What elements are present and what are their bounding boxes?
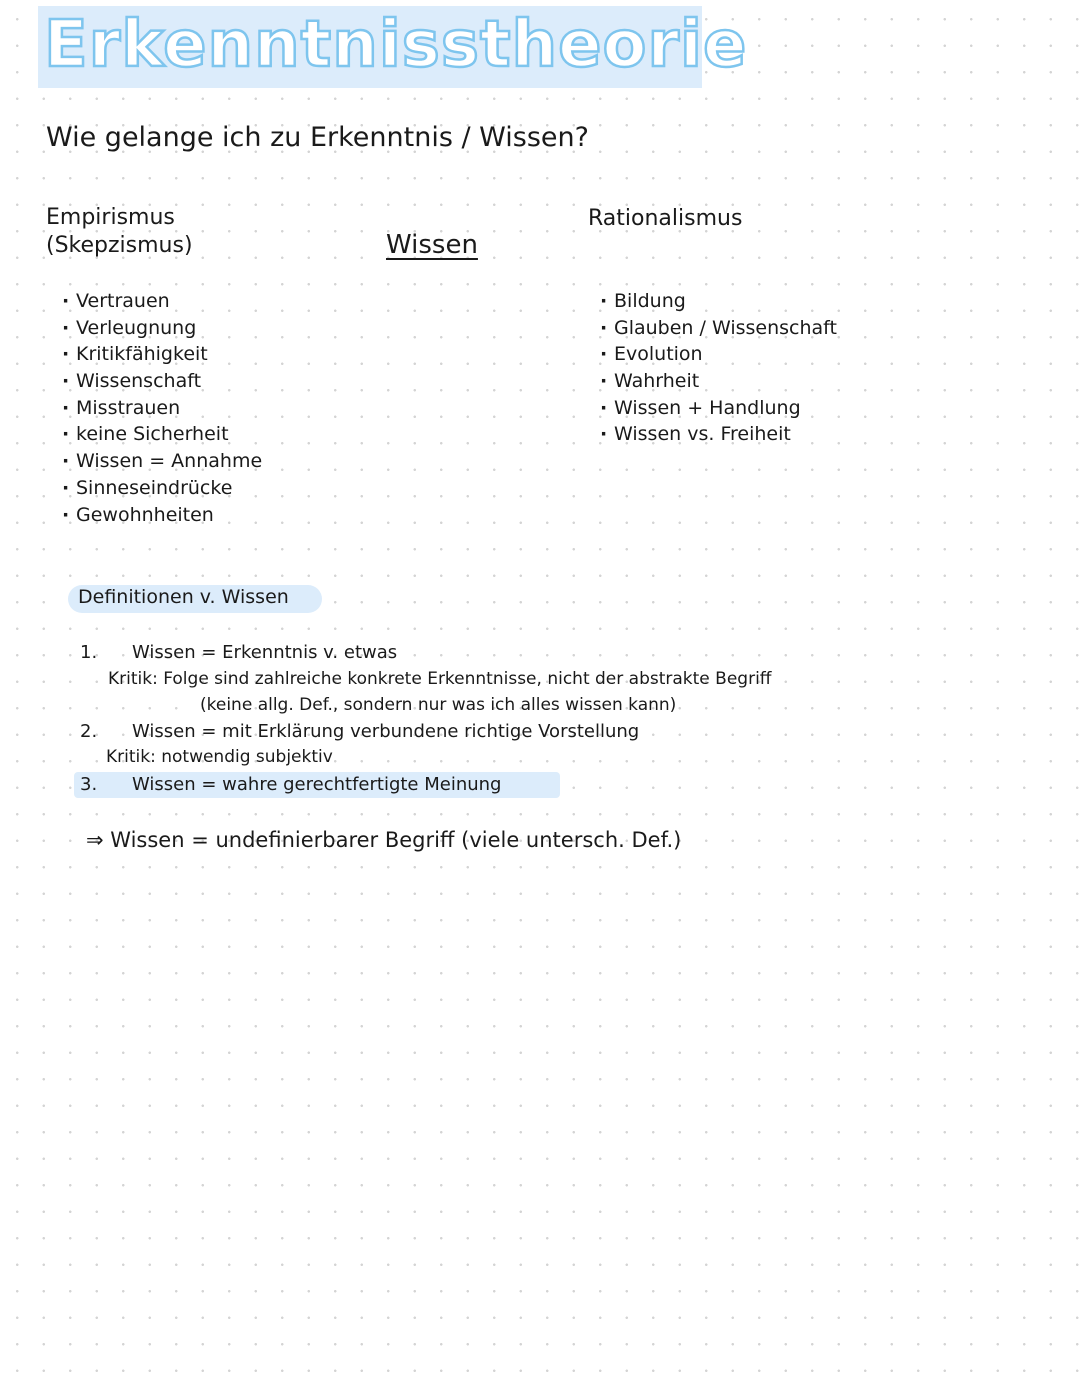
- empirismus-list: [62, 288, 262, 528]
- definition-2-kritik: Kritik: notwendig subjektiv: [106, 747, 333, 767]
- main-question: Wie gelange ich zu Erkenntnis / Wissen?: [46, 122, 589, 153]
- empirismus-subtitle: (Skepzismus): [46, 233, 193, 258]
- rationalismus-heading: Rationalismus: [588, 206, 743, 231]
- list-item: · Evolution: [600, 341, 837, 368]
- list-item: · Sinneseindrücke: [62, 475, 262, 502]
- rationalismus-list: [600, 288, 837, 448]
- list-item: · Gewohnheiten: [62, 502, 262, 529]
- list-item: · keine Sicherheit: [62, 421, 262, 448]
- empirismus-heading: [46, 204, 193, 260]
- empirismus-title: Empirismus: [46, 205, 175, 230]
- definition-1-number: 1.: [80, 642, 98, 663]
- definition-2: Wissen = mit Erklärung verbundene richtige Vorstellung: [132, 721, 640, 742]
- definition-3-number: 3.: [80, 774, 98, 795]
- list-item: · Wissen + Handlung: [600, 395, 837, 422]
- list-item: · Kritikfähigkeit: [62, 341, 262, 368]
- wissen-heading: Wissen: [386, 230, 478, 260]
- list-item: · Wissen = Annahme: [62, 448, 262, 475]
- page-title: Erkenntnisstheorie: [44, 8, 748, 82]
- definition-1-kritik-cont: (keine allg. Def., sondern nur was ich alles wissen kann): [200, 695, 677, 715]
- list-item: · Wahrheit: [600, 368, 837, 395]
- list-item: · Wissenschaft: [62, 368, 262, 395]
- definitions-heading: Definitionen v. Wissen: [78, 586, 289, 608]
- list-item: · Verleugnung: [62, 315, 262, 342]
- list-item: · Glauben / Wissenschaft: [600, 315, 837, 342]
- list-item: · Misstrauen: [62, 395, 262, 422]
- list-item: · Bildung: [600, 288, 837, 315]
- definition-1-kritik: Kritik: Folge sind zahlreiche konkrete Erkenntnisse, nicht der abstrakte Begriff: [108, 669, 772, 689]
- definition-3: Wissen = wahre gerechtfertigte Meinung: [132, 774, 502, 795]
- list-item: · Vertrauen: [62, 288, 262, 315]
- definition-2-number: 2.: [80, 721, 98, 742]
- conclusion: ⇒ Wissen = undefinierbarer Begriff (viele untersch. Def.): [86, 828, 682, 852]
- definition-1: Wissen = Erkenntnis v. etwas: [132, 642, 398, 663]
- list-item: · Wissen vs. Freiheit: [600, 421, 837, 448]
